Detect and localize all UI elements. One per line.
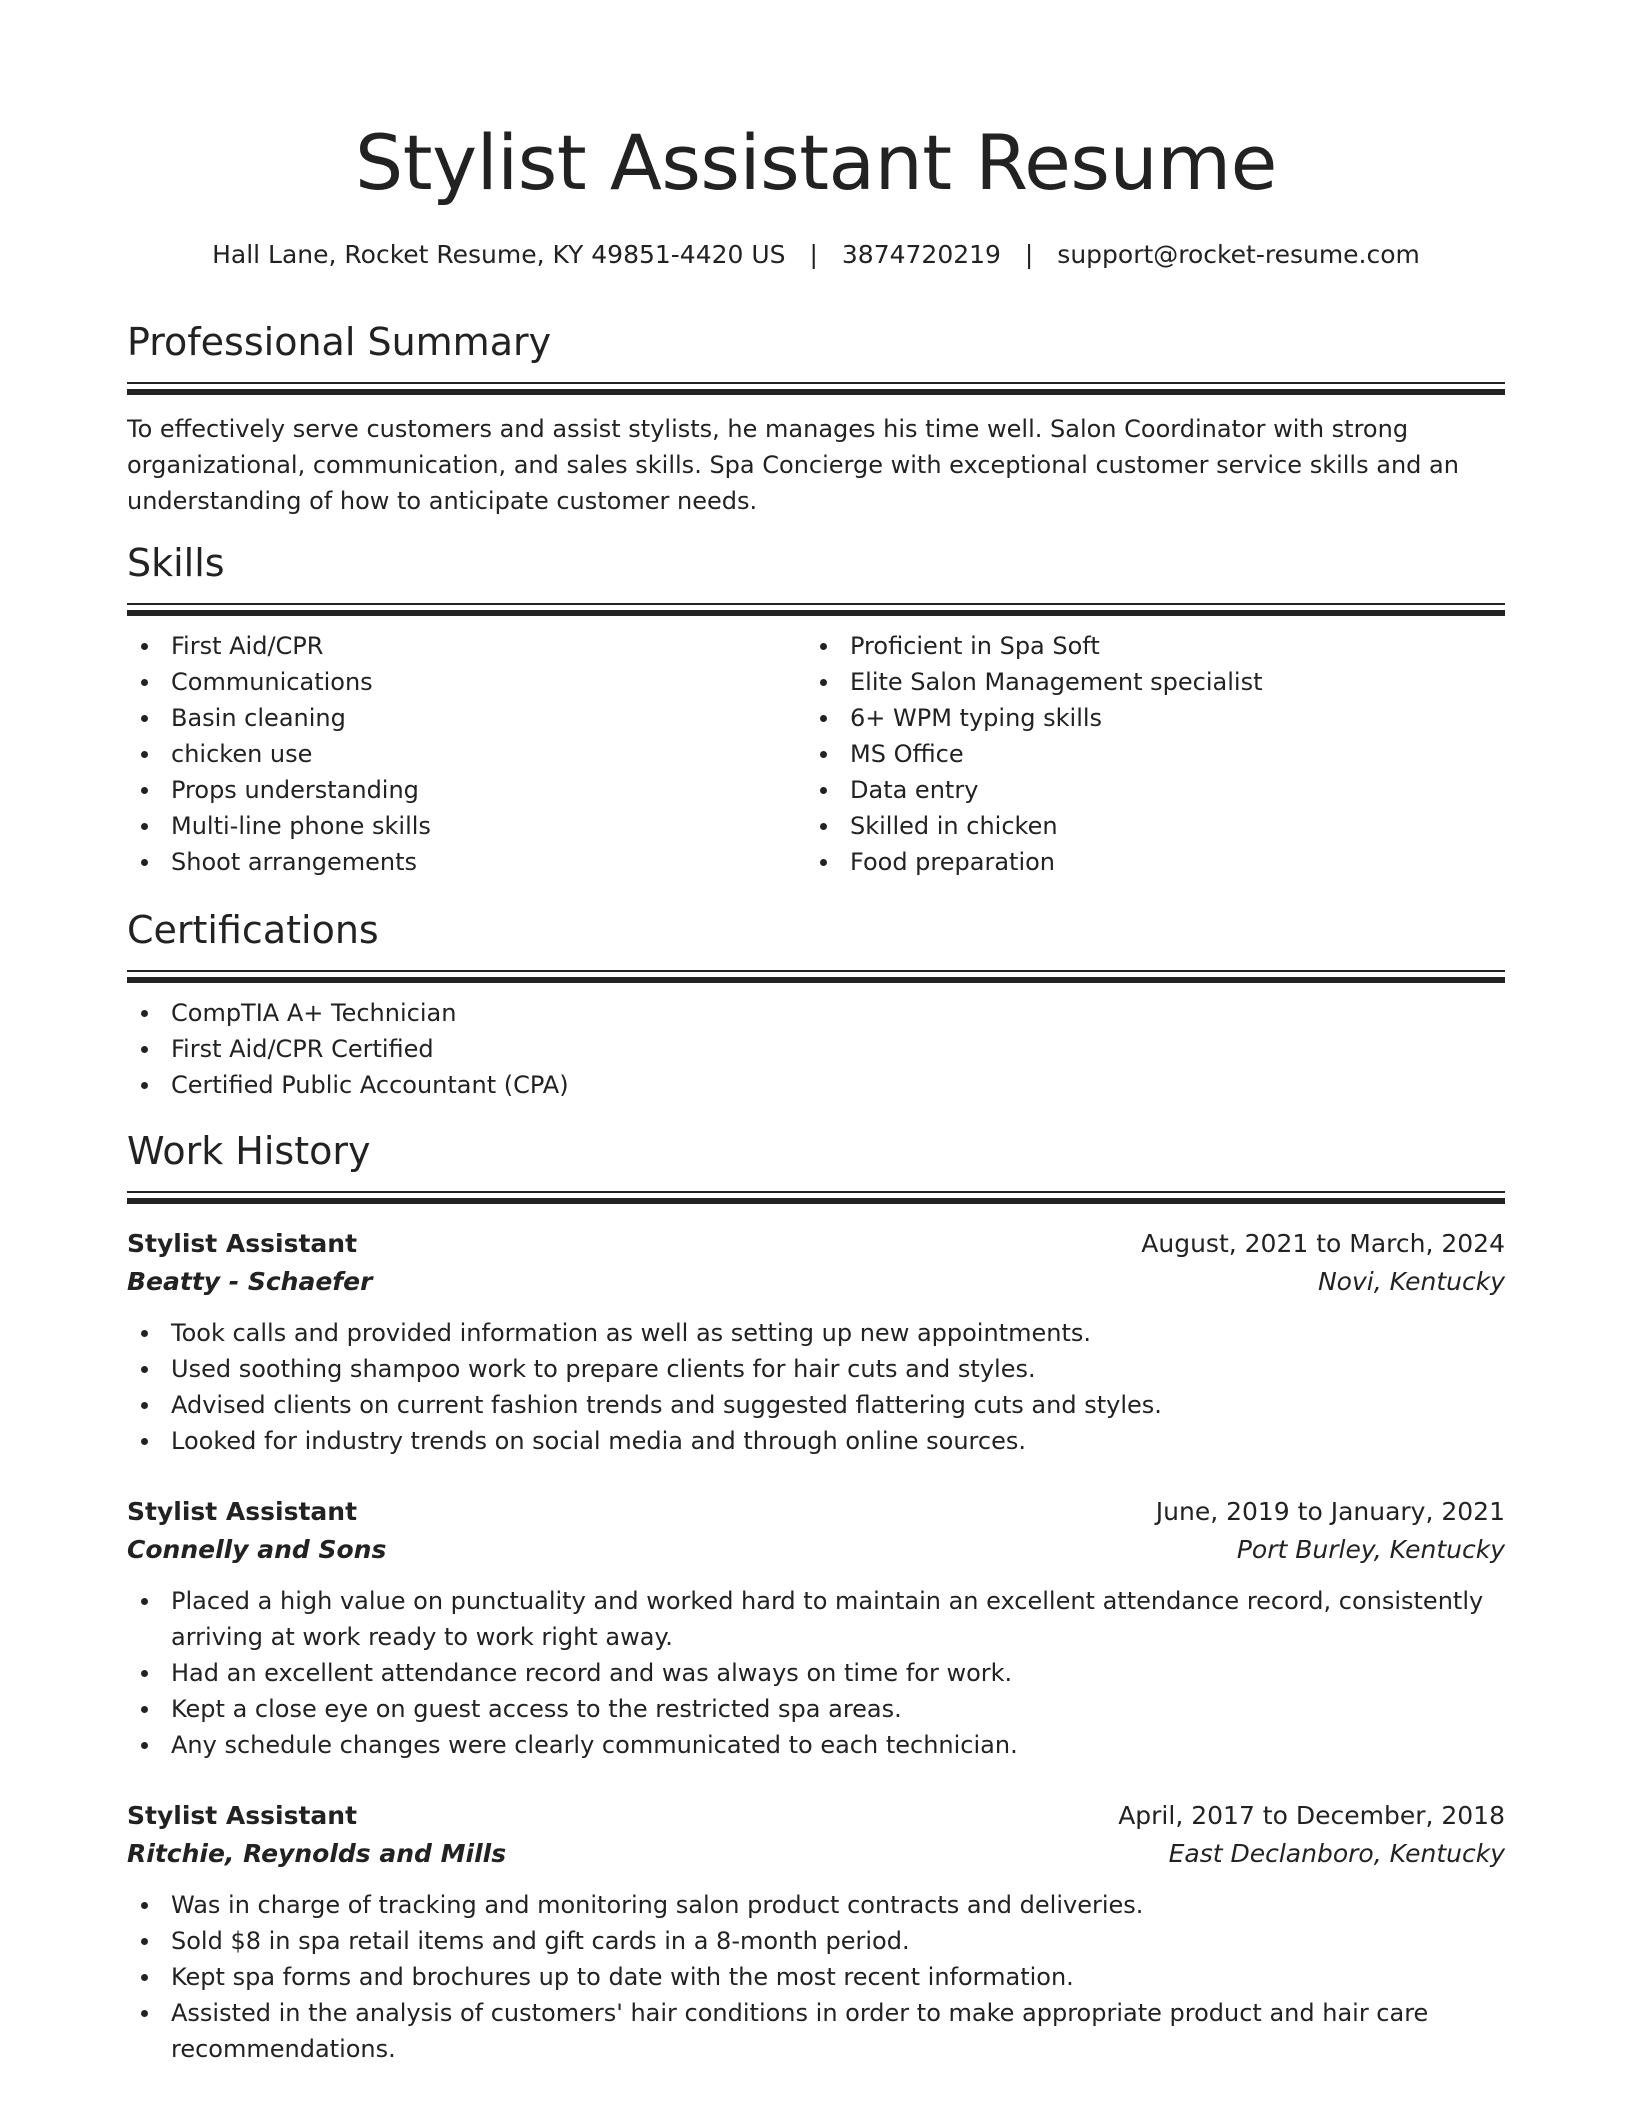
certification-item: Certified Public Accountant (CPA) [127,1067,1505,1103]
job-duty: Was in charge of tracking and monitoring salon product contracts and deliveries. [127,1887,1505,1923]
section-divider [127,603,1505,614]
job-title: Stylist Assistant [127,1801,358,1830]
job-duty: Sold $8 in spa retail items and gift cards in a 8-month period. [127,1923,1505,1959]
job-duty: Assisted in the analysis of customers' hair conditions in order to make appropriate product and hair care recommendations. [127,1995,1505,2067]
job-subheader [127,1835,1505,1873]
certifications-section [127,906,1505,1103]
resume-title: Stylist Assistant Resume [355,118,1277,207]
skill-item: chicken use [127,736,806,772]
certifications-list [127,995,1505,1103]
skill-item: Multi-line phone skills [127,808,806,844]
skill-item: Data entry [806,772,1485,808]
contact-address: Hall Lane, Rocket Resume, KY 49851-4420 US [212,240,786,269]
section-title-summary: Professional Summary [127,320,552,364]
skill-item: Proficient in Spa Soft [806,628,1485,664]
job-company: Beatty - Schaefer [127,1267,373,1296]
skill-item: Basin cleaning [127,700,806,736]
job-header [127,1797,1505,1835]
skill-item: Skilled in chicken [806,808,1485,844]
job-dates: June, 2019 to January, 2021 [1155,1497,1505,1526]
contact-separator: | [1024,240,1034,269]
contact-separator: | [809,240,818,269]
job-duty: Kept spa forms and brochures up to date with the most recent information. [127,1959,1505,1995]
job-duty: Looked for industry trends on social media and through online sources. [127,1423,1505,1459]
job-company: Ritchie, Reynolds and Mills [127,1839,507,1868]
certification-item: CompTIA A+ Technician [127,995,1505,1031]
contact-line [0,240,1632,269]
work-history-section [127,1127,1505,1202]
job-duty: Used soothing shampoo work to prepare clients for hair cuts and styles. [127,1351,1505,1387]
summary-section [127,318,1505,519]
job-subheader [127,1263,1505,1301]
section-title-certifications: Certifications [127,908,379,952]
section-divider [127,382,1505,393]
job-location: East Declanboro, Kentucky [1168,1839,1505,1868]
job-duties-list [127,1583,1505,1763]
job-duty: Any schedule changes were clearly communicated to each technician. [127,1727,1505,1763]
section-divider [127,970,1505,981]
skills-section [127,539,1505,880]
job-entry [127,1797,1505,2067]
job-duty: Had an excellent attendance record and was always on time for work. [127,1655,1505,1691]
skills-list-right [806,628,1485,880]
job-subheader [127,1531,1505,1569]
job-title: Stylist Assistant [127,1497,358,1526]
contact-phone: 3874720219 [841,240,1001,269]
job-entry [127,1493,1505,1763]
skill-item: Communications [127,664,806,700]
skill-item: Elite Salon Management specialist [806,664,1485,700]
job-duty: Advised clients on current fashion trends and suggested flattering cuts and styles. [127,1387,1505,1423]
skill-item: Food preparation [806,844,1485,880]
certification-item: First Aid/CPR Certified [127,1031,1505,1067]
section-divider [127,1191,1505,1202]
job-title: Stylist Assistant [127,1229,358,1258]
job-duty: Placed a high value on punctuality and worked hard to maintain an excellent attendance record, consistently arriving at work ready to work right away. [127,1583,1505,1655]
job-company: Connelly and Sons [127,1535,387,1564]
job-header [127,1225,1505,1263]
job-dates: August, 2021 to March, 2024 [1141,1229,1505,1258]
summary-text: To effectively serve customers and assist stylists, he manages his time well. Salon Coordinator with strong organizational, communication, and sales skills. Spa Concierge with exceptional customer service skills and an understanding of how to anticipate customer needs. [127,415,1459,515]
job-header [127,1493,1505,1531]
section-title-skills: Skills [127,541,225,585]
contact-email: support@rocket-resume.com [1057,240,1420,269]
job-dates: April, 2017 to December, 2018 [1118,1801,1505,1830]
skill-item: MS Office [806,736,1485,772]
skill-item: First Aid/CPR [127,628,806,664]
skill-item: 6+ WPM typing skills [806,700,1485,736]
job-location: Novi, Kentucky [1317,1267,1505,1296]
job-duties-list [127,1887,1505,2067]
job-location: Port Burley, Kentucky [1236,1535,1505,1564]
skills-columns [127,628,1505,880]
skill-item: Props understanding [127,772,806,808]
job-duty: Took calls and provided information as well as setting up new appointments. [127,1315,1505,1351]
section-title-work-history: Work History [127,1129,371,1173]
job-duties-list [127,1315,1505,1459]
skills-list-left [127,628,806,880]
skill-item: Shoot arrangements [127,844,806,880]
job-duty: Kept a close eye on guest access to the restricted spa areas. [127,1691,1505,1727]
job-entry [127,1225,1505,1459]
